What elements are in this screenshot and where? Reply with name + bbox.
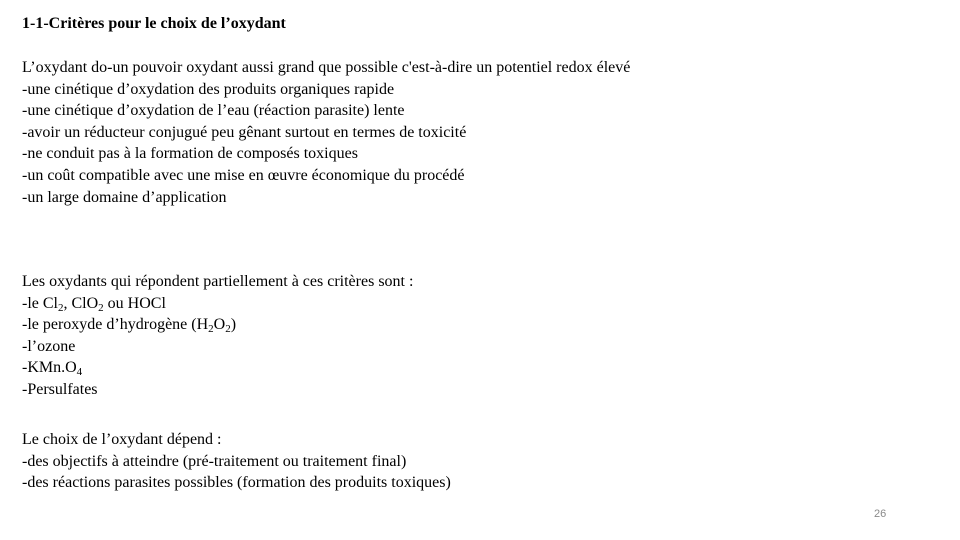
oxidant-permanganate (22, 357, 413, 379)
oxidant-persulfates: -Persulfates (22, 380, 98, 398)
oxidant-chlorine (22, 293, 413, 315)
criteria-line: L’oxydant do-un pouvoir oxydant aussi grand que possible c'est-à-dire un potentiel redox élevé (22, 59, 631, 76)
criteria-line: -une cinétique d’oxydation de l’eau (réaction parasite) lente (22, 102, 405, 120)
peroxide-mid: O (213, 316, 226, 334)
chlorine-suffix: ou HOCl (103, 294, 166, 312)
choice-line: -des réactions parasites possibles (formation des produits toxiques) (22, 474, 451, 492)
criteria-line: -avoir un réducteur conjugué peu gênant surtout en termes de toxicité (22, 123, 467, 141)
oxidants-list (22, 271, 413, 401)
permanganate-sub: 4 (76, 366, 83, 379)
criteria-line: -ne conduit pas à la formation de composés toxiques (22, 145, 358, 163)
permanganate-prefix: -KMn.O (22, 359, 77, 377)
choice-list (22, 429, 451, 494)
chlorine-sub-1: 2 (58, 301, 64, 314)
oxidants-intro: Les oxydants qui répondent partiellement à ces critères sont : (22, 273, 414, 290)
peroxide-sub-1: 2 (208, 323, 214, 336)
peroxide-suffix: ) (230, 316, 237, 334)
chlorine-prefix: -le Cl (22, 294, 58, 312)
chlorine-sub-2: 2 (98, 301, 104, 314)
choice-line: -des objectifs à atteindre (pré-traitement ou traitement final) (22, 452, 407, 470)
choice-line: Le choix de l’oxydant dépend : (22, 431, 222, 448)
peroxide-prefix: -le peroxyde d’hydrogène (H (22, 316, 209, 334)
criteria-list (22, 57, 630, 208)
oxidant-peroxide (22, 314, 413, 336)
chlorine-mid: , ClO (63, 294, 99, 312)
criteria-line: -un large domaine d’application (22, 188, 227, 206)
criteria-line: -un coût compatible avec une mise en œuvre économique du procédé (22, 166, 465, 184)
oxidant-ozone: -l’ozone (22, 337, 76, 355)
section-title: 1-1-Critères pour le choix de l’oxydant (22, 15, 286, 32)
page-number: 26 (874, 508, 887, 520)
peroxide-sub-2: 2 (225, 323, 231, 336)
criteria-line: -une cinétique d’oxydation des produits organiques rapide (22, 80, 395, 98)
